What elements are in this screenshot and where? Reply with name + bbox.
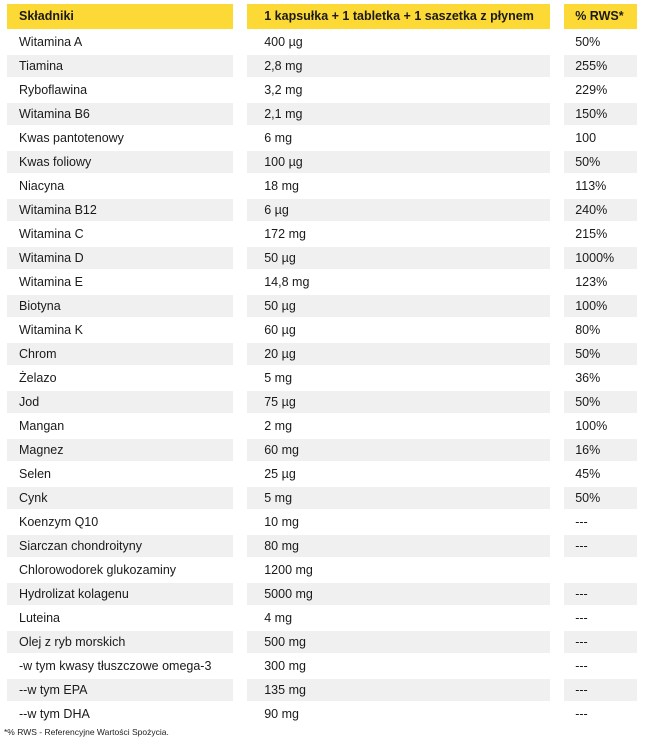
ingredient-name: Ryboflawina (19, 83, 88, 97)
table-row (7, 391, 637, 415)
table-header (7, 4, 637, 31)
table-row (7, 271, 637, 295)
table-row (7, 655, 637, 679)
ingredient-rws: 50% (575, 35, 601, 49)
ingredient-rws: 113% (575, 179, 607, 193)
ingredient-amount: 90 mg (264, 707, 299, 721)
ingredient-rws: --- (575, 611, 588, 625)
ingredient-amount: 400 µg (264, 35, 303, 49)
table-row (7, 127, 637, 151)
ingredient-rws: 123% (575, 275, 608, 289)
table-row (7, 31, 637, 55)
table-row (7, 559, 637, 583)
ingredient-amount: 6 mg (264, 131, 293, 145)
ingredient-rws: --- (564, 535, 637, 557)
ingredient-name: Witamina K (19, 323, 83, 337)
ingredient-name: Biotyna (7, 295, 233, 317)
ingredient-name: Siarczan chondroityny (7, 535, 233, 557)
table-row (7, 79, 637, 103)
ingredient-amount: 3,2 mg (264, 83, 303, 97)
ingredient-name: Jod (7, 391, 233, 413)
table-row (7, 199, 637, 223)
ingredient-amount: 10 mg (264, 515, 299, 529)
ingredient-rws: 1000% (564, 247, 637, 269)
ingredient-rws: 45% (575, 467, 601, 481)
table-row (7, 175, 637, 199)
ingredient-name: -w tym kwasy tłuszczowe omega-3 (19, 659, 212, 673)
ingredient-amount: 60 mg (247, 439, 550, 461)
ingredient-name: Koenzym Q10 (19, 515, 99, 529)
ingredient-name: Magnez (7, 439, 233, 461)
ingredient-name: Chlorowodorek glukozaminy (19, 563, 177, 577)
ingredient-amount: 500 mg (247, 631, 550, 653)
header-dose: 1 kapsułka + 1 tabletka + 1 saszetka z płynem (247, 4, 550, 29)
ingredient-name: Witamina B12 (7, 199, 233, 221)
ingredient-rws: --- (575, 515, 588, 529)
ingredient-rws: 229% (575, 83, 608, 97)
ingredient-amount: 1200 mg (264, 563, 313, 577)
table-row (7, 55, 637, 79)
ingredient-rws: 150% (564, 103, 637, 125)
table-row (7, 295, 637, 319)
ingredient-amount: 75 µg (247, 391, 550, 413)
table-row (7, 511, 637, 535)
ingredient-amount: 2,1 mg (247, 103, 550, 125)
ingredient-amount: 4 mg (264, 611, 293, 625)
ingredient-name: Luteina (19, 611, 61, 625)
ingredient-amount: 50 µg (247, 295, 550, 317)
ingredient-amount: 25 µg (264, 467, 296, 481)
ingredient-amount: 14,8 mg (264, 275, 310, 289)
ingredient-name: Cynk (7, 487, 233, 509)
table-row (7, 319, 637, 343)
ingredient-rws (564, 559, 637, 581)
ingredient-rws: --- (564, 679, 637, 701)
table-row (7, 703, 637, 727)
ingredient-amount: 2 mg (264, 419, 293, 433)
ingredient-name: Olej z ryb morskich (7, 631, 233, 653)
ingredient-name: Chrom (7, 343, 233, 365)
ingredient-amount: 172 mg (264, 227, 306, 241)
ingredient-amount: 18 mg (264, 179, 299, 193)
ingredient-name: Witamina D (7, 247, 233, 269)
ingredient-name: Witamina B6 (7, 103, 233, 125)
ingredient-rws: 100% (564, 295, 637, 317)
table-row (7, 631, 637, 655)
ingredient-amount: 5 mg (264, 371, 293, 385)
ingredient-rws: 50% (564, 343, 637, 365)
table-row (7, 487, 637, 511)
table-row (7, 103, 637, 127)
ingredient-amount: 6 µg (247, 199, 550, 221)
ingredient-amount: 135 mg (247, 679, 550, 701)
ingredient-name: Mangan (19, 419, 65, 433)
ingredient-amount: 5 mg (247, 487, 550, 509)
ingredient-rws: 100% (575, 419, 608, 433)
ingredient-amount: 5000 mg (247, 583, 550, 605)
ingredient-name: Witamina C (19, 227, 84, 241)
ingredient-rws: 215% (575, 227, 608, 241)
ingredient-amount: 20 µg (247, 343, 550, 365)
table-row (7, 151, 637, 175)
footnote: *% RWS - Referencyjne Wartości Spożycia. (4, 727, 169, 737)
ingredient-amount: 2,8 mg (247, 55, 550, 77)
ingredient-rws: 36% (575, 371, 601, 385)
ingredient-rws: --- (564, 583, 637, 605)
ingredient-rws: 255% (564, 55, 637, 77)
table-row (7, 583, 637, 607)
table-row (7, 439, 637, 463)
ingredient-amount: 60 µg (264, 323, 296, 337)
ingredient-name: Witamina E (19, 275, 83, 289)
ingredient-name: Hydrolizat kolagenu (7, 583, 233, 605)
ingredient-name: Żelazo (19, 371, 57, 385)
ingredient-name: Kwas pantotenowy (19, 131, 124, 145)
table-body (7, 31, 637, 727)
table-row (7, 535, 637, 559)
ingredient-amount: 50 µg (247, 247, 550, 269)
ingredient-rws: --- (564, 631, 637, 653)
table-row (7, 607, 637, 631)
table-row (7, 223, 637, 247)
ingredient-rws: --- (575, 659, 588, 673)
ingredient-rws: --- (575, 707, 588, 721)
table-row (7, 343, 637, 367)
ingredient-rws: 16% (564, 439, 637, 461)
header-ingredients: Składniki (7, 4, 233, 29)
ingredient-name: --w tym DHA (19, 707, 90, 721)
nutrition-table (7, 4, 637, 727)
ingredient-name: Selen (19, 467, 51, 481)
table-row (7, 367, 637, 391)
ingredient-amount: 80 mg (247, 535, 550, 557)
table-row (7, 247, 637, 271)
ingredient-rws: 50% (564, 391, 637, 413)
ingredient-name: Niacyna (19, 179, 65, 193)
ingredient-amount: 300 mg (264, 659, 306, 673)
ingredient-rws: 100 (575, 131, 597, 145)
table-row (7, 415, 637, 439)
ingredient-rws: 80% (575, 323, 601, 337)
ingredient-name: Tiamina (7, 55, 233, 77)
ingredient-name: Kwas foliowy (7, 151, 233, 173)
table-row (7, 463, 637, 487)
ingredient-name: --w tym EPA (7, 679, 233, 701)
ingredient-rws: 240% (564, 199, 637, 221)
ingredient-amount: 100 µg (247, 151, 550, 173)
ingredient-rws: 50% (564, 487, 637, 509)
ingredient-name: Witamina A (19, 35, 83, 49)
table-row (7, 679, 637, 703)
ingredient-rws: 50% (564, 151, 637, 173)
header-rws: % RWS* (564, 4, 637, 29)
